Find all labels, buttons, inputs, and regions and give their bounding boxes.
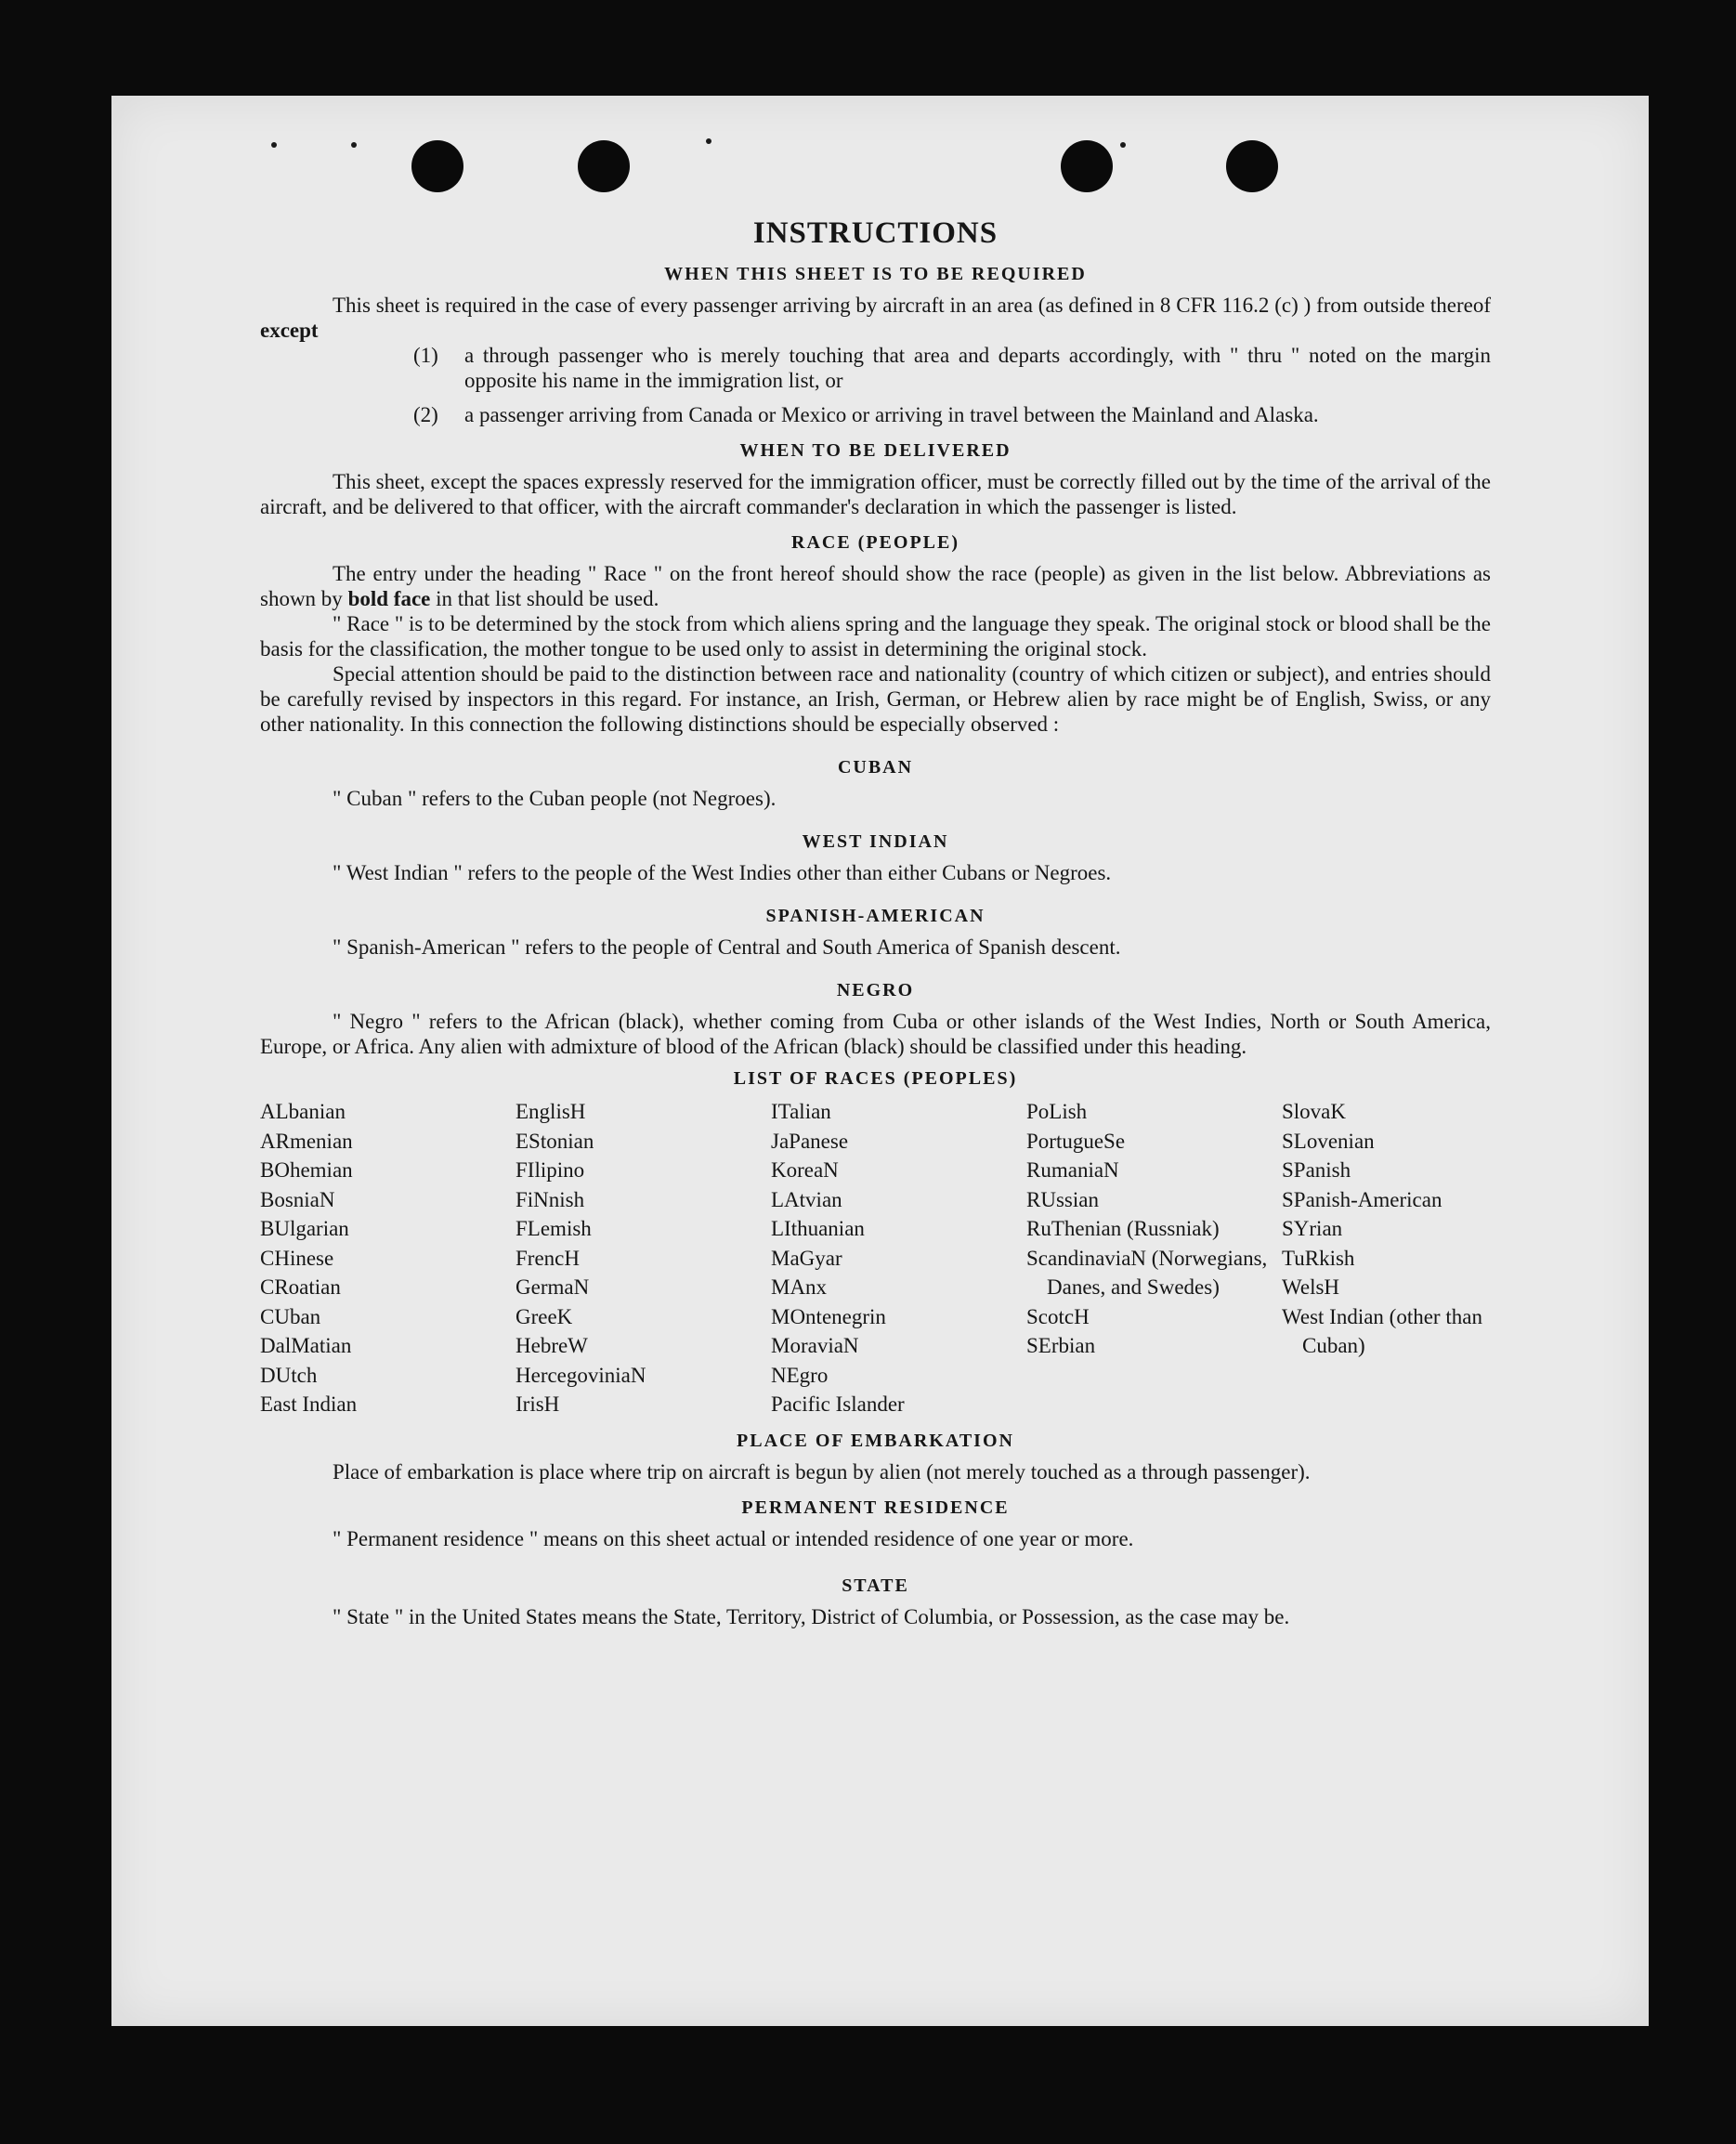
race-item: GermaN (516, 1275, 590, 1299)
race-item: SPanish (1282, 1158, 1351, 1182)
cuban-text: " Cuban " refers to the Cuban people (not Negroes). (333, 787, 777, 810)
race-item: MOntenegrin (771, 1304, 886, 1328)
punch-hole (1061, 140, 1113, 192)
race-item: RumaniaN (1026, 1158, 1119, 1182)
speck (271, 142, 277, 148)
race-item: LAtvian (771, 1187, 842, 1211)
heading-residence: PERMANENT RESIDENCE (741, 1497, 1010, 1518)
race-item: BosniaN (260, 1187, 335, 1211)
heading-race: RACE (PEOPLE) (791, 532, 959, 553)
race-item: HebreW (516, 1334, 588, 1357)
punch-hole (1226, 140, 1278, 192)
race-item: HercegoviniaN (516, 1363, 646, 1387)
negro-text: " Negro " refers to the African (black), whether coming from Cuba or other islands of the West Indies, North or South America, Europe, or Africa. Any alien with admixture of blood of the African (black) should be classified under this heading. (260, 1010, 1491, 1058)
race-item: SlovaK (1282, 1100, 1346, 1123)
race-item: FLemish (516, 1217, 592, 1240)
delivered-text: This sheet, except the spaces expressly reserved for the immigration officer, must be correctly filled out by the time of the arrival of the aircraft, and be delivered to that officer, with the aircraft commander's declaration in which the passenger is listed. (260, 470, 1491, 518)
race-item: RuThenian (Russniak) (1026, 1217, 1220, 1240)
race-item: DalMatian (260, 1334, 352, 1357)
race-item: SPanish-American (1282, 1187, 1442, 1211)
race-item: East Indian (260, 1392, 358, 1416)
document-sheet (111, 96, 1649, 2026)
race-item: TuRkish (1282, 1246, 1355, 1270)
exception-item: (2) a passenger arriving from Canada or Mexico or arriving in travel between the Mainland and Alaska. (413, 403, 1319, 426)
race-item: MAnx (771, 1275, 828, 1299)
race-item: MaGyar (771, 1246, 842, 1270)
race-item: Pacific Islander (771, 1392, 905, 1416)
heading-negro: NEGRO (836, 980, 915, 1000)
race-item: ScandinaviaN (Norwegians, Danes, and Swedes) (1026, 1246, 1268, 1299)
residence-text: " Permanent residence " means on this sheet actual or intended residence of one year or more. (333, 1526, 1134, 1550)
race-column (260, 1097, 516, 1419)
race-column (516, 1097, 771, 1419)
heading-required: WHEN THIS SHEET IS TO BE REQUIRED (664, 264, 1087, 284)
heading-state: STATE (842, 1575, 909, 1596)
race-item: SErbian (1026, 1334, 1096, 1357)
speck (1120, 142, 1126, 148)
race-item: NEgro (771, 1363, 829, 1387)
race-item: MoraviaN (771, 1334, 859, 1357)
race-item: CUban (260, 1304, 321, 1328)
punch-hole (411, 140, 463, 192)
punch-hole (578, 140, 630, 192)
page-title: INSTRUCTIONS (752, 216, 999, 250)
race-item: CRoatian (260, 1275, 341, 1299)
race-item: FiNnish (516, 1187, 585, 1211)
race-column (771, 1097, 1026, 1419)
state-text: " State " in the United States means the State, Territory, District of Columbia, or Possession, as the case may be. (333, 1604, 1290, 1628)
race-item: LIthuanian (771, 1217, 865, 1240)
race-item: SLovenian (1282, 1129, 1375, 1153)
race-column (1026, 1097, 1282, 1419)
west-indian-text: " West Indian " refers to the people of the West Indies other than either Cubans or Negroes. (333, 861, 1112, 884)
race-item: ITalian (771, 1100, 831, 1123)
heading-spanish-american: SPANISH-AMERICAN (765, 906, 985, 926)
race-paragraph-1: The entry under the heading " Race " on the front hereof should show the race (people) as given in the list below. Abbreviations as shown by bold face in that list should be used. (260, 562, 1491, 610)
race-item: EStonian (516, 1129, 594, 1153)
race-item: JaPanese (771, 1129, 849, 1153)
race-item: FrencH (516, 1246, 580, 1270)
speck (351, 142, 357, 148)
heading-west-indian: WEST INDIAN (802, 831, 949, 852)
race-item: IrisH (516, 1392, 560, 1416)
instructions-content (260, 216, 1491, 1629)
race-item: WelsH (1282, 1275, 1340, 1299)
spanish-american-text: " Spanish-American " refers to the people of Central and South America of Spanish descent. (333, 935, 1121, 959)
race-item: DUtch (260, 1363, 318, 1387)
race-item: CHinese (260, 1246, 334, 1270)
speck (706, 138, 711, 144)
heading-embarkation: PLACE OF EMBARKATION (737, 1430, 1014, 1451)
race-item: PoLish (1026, 1100, 1088, 1123)
race-item: EnglisH (516, 1100, 586, 1123)
heading-delivered: WHEN TO BE DELIVERED (739, 440, 1012, 461)
race-list (260, 1097, 1491, 1419)
exception-item: (1) a through passenger who is merely touching that area and departs accordingly, with " thru " noted on the margin opposite his name in the immigration list, or (413, 344, 1491, 392)
race-item: KoreaN (771, 1158, 839, 1182)
race-item: BUlgarian (260, 1217, 349, 1240)
required-intro: This sheet is required in the case of every passenger arriving by aircraft in an area (as defined in 8 CFR 116.2 (c) ) from outside thereof except (260, 294, 1491, 342)
race-item: BOhemian (260, 1158, 353, 1182)
heading-list-of-races: LIST OF RACES (PEOPLES) (733, 1068, 1018, 1089)
embarkation-text: Place of embarkation is place where trip on aircraft is begun by alien (not merely touched as a through passenger). (333, 1459, 1311, 1484)
race-paragraph-2: " Race " is to be determined by the stock from which aliens spring and the language they speak. The original stock or blood shall be the basis for the classification, the mother tongue to be used only to assist in determining the original stock. (260, 612, 1491, 660)
race-paragraph-3: Special attention should be paid to the distinction between race and nationality (country of which citizen or subject), and entries should be carefully revised by inspectors in this regard. For instance, an Irish, German, or Hebrew alien by race might be of English, Swiss, or any other nationality. In this connection the following distinctions should be especially observed : (260, 662, 1491, 736)
race-item: ARmenian (260, 1129, 353, 1153)
race-item: ScotcH (1026, 1304, 1090, 1328)
race-item: RUssian (1026, 1187, 1099, 1211)
heading-cuban: CUBAN (837, 757, 914, 778)
race-column (1282, 1097, 1491, 1419)
race-item: FIlipino (516, 1158, 585, 1182)
race-item: West Indian (other than Cuban) (1282, 1304, 1482, 1357)
race-item: PortugueSe (1026, 1129, 1126, 1153)
race-item: SYrian (1282, 1217, 1343, 1240)
race-item: ALbanian (260, 1100, 346, 1123)
race-item: GreeK (516, 1304, 573, 1328)
